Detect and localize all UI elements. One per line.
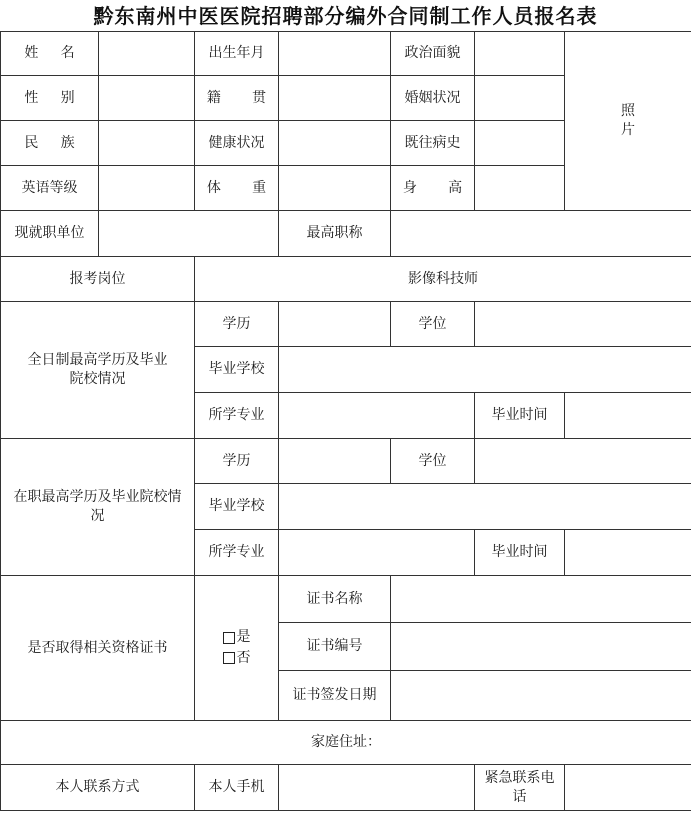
label-is-degree: 学位 xyxy=(391,439,475,484)
label-cert-question: 是否取得相关资格证书 xyxy=(1,576,195,721)
field-gender[interactable] xyxy=(99,76,195,121)
field-ethnic[interactable] xyxy=(99,121,195,166)
label-ft-grad-time: 毕业时间 xyxy=(475,393,565,439)
field-english[interactable] xyxy=(99,166,195,211)
field-weight[interactable] xyxy=(279,166,391,211)
field-political[interactable] xyxy=(475,32,565,76)
label-name: 姓 名 xyxy=(1,32,99,76)
label-is-education: 学历 xyxy=(195,439,279,484)
field-height[interactable] xyxy=(475,166,565,211)
label-health: 健康状况 xyxy=(195,121,279,166)
cert-yes-label: 是 xyxy=(236,629,251,646)
label-political: 政治面貌 xyxy=(391,32,475,76)
field-birth[interactable] xyxy=(279,32,391,76)
field-cert-date[interactable] xyxy=(391,671,691,721)
label-marital: 婚姻状况 xyxy=(391,76,475,121)
label-is-major: 所学专业 xyxy=(195,530,279,576)
checkbox-yes[interactable] xyxy=(223,632,235,644)
field-phone[interactable] xyxy=(279,765,475,811)
registration-form-table xyxy=(0,31,691,811)
field-ft-major[interactable] xyxy=(279,393,475,439)
label-english: 英语等级 xyxy=(1,166,99,211)
label-height: 身 高 xyxy=(391,166,475,211)
label-ft-education: 学历 xyxy=(195,302,279,347)
field-ft-grad-time[interactable] xyxy=(565,393,691,439)
label-employer: 现就职单位 xyxy=(1,211,99,257)
field-marital[interactable] xyxy=(475,76,565,121)
label-fulltime-section: 全日制最高学历及毕业院校情况 xyxy=(1,302,195,439)
label-gender: 性 别 xyxy=(1,76,99,121)
field-name[interactable] xyxy=(99,32,195,76)
label-position: 报考岗位 xyxy=(1,257,195,302)
field-ft-education[interactable] xyxy=(279,302,391,347)
label-cert-date: 证书签发日期 xyxy=(279,671,391,721)
field-position[interactable]: 影像科技师 xyxy=(195,257,691,302)
label-cert-no: 证书编号 xyxy=(279,623,391,671)
label-is-school: 毕业学校 xyxy=(195,484,279,530)
label-ft-degree: 学位 xyxy=(391,302,475,347)
label-ft-school: 毕业学校 xyxy=(195,347,279,393)
label-native: 籍 贯 xyxy=(195,76,279,121)
field-health[interactable] xyxy=(279,121,391,166)
label-title-rank: 最高职称 xyxy=(279,211,391,257)
photo-box[interactable]: 照 片 xyxy=(565,32,691,211)
field-ft-degree[interactable] xyxy=(475,302,691,347)
field-native[interactable] xyxy=(279,76,391,121)
label-address: 家庭住址： xyxy=(311,734,381,751)
label-weight: 体 重 xyxy=(195,166,279,211)
label-phone: 本人手机 xyxy=(195,765,279,811)
field-history[interactable] xyxy=(475,121,565,166)
label-is-grad-time: 毕业时间 xyxy=(475,530,565,576)
field-address[interactable] xyxy=(1,721,691,765)
checkbox-no[interactable] xyxy=(223,652,235,664)
field-cert-no[interactable] xyxy=(391,623,691,671)
field-is-grad-time[interactable] xyxy=(565,530,691,576)
field-is-education[interactable] xyxy=(279,439,391,484)
cert-yes-option[interactable] xyxy=(223,628,251,647)
field-cert-name[interactable] xyxy=(391,576,691,623)
field-title-rank[interactable] xyxy=(391,211,691,257)
label-ethnic: 民 族 xyxy=(1,121,99,166)
cert-no-option[interactable] xyxy=(223,649,251,668)
label-birth: 出生年月 xyxy=(195,32,279,76)
label-ft-major: 所学专业 xyxy=(195,393,279,439)
label-history: 既往病史 xyxy=(391,121,475,166)
field-is-degree[interactable] xyxy=(475,439,691,484)
label-cert-name: 证书名称 xyxy=(279,576,391,623)
cert-no-label: 否 xyxy=(236,650,251,666)
field-ft-school[interactable] xyxy=(279,347,691,393)
field-is-major[interactable] xyxy=(279,530,475,576)
label-inservice-section: 在职最高学历及毕业院校情况 xyxy=(1,439,195,576)
cert-choice xyxy=(195,576,279,721)
field-employer[interactable] xyxy=(99,211,279,257)
field-is-school[interactable] xyxy=(279,484,691,530)
field-emergency[interactable] xyxy=(565,765,691,811)
label-emergency: 紧急联系电话 xyxy=(475,765,565,811)
form-title: 黔东南州中医医院招聘部分编外合同制工作人员报名表 xyxy=(93,4,598,28)
label-contact: 本人联系方式 xyxy=(1,765,195,811)
